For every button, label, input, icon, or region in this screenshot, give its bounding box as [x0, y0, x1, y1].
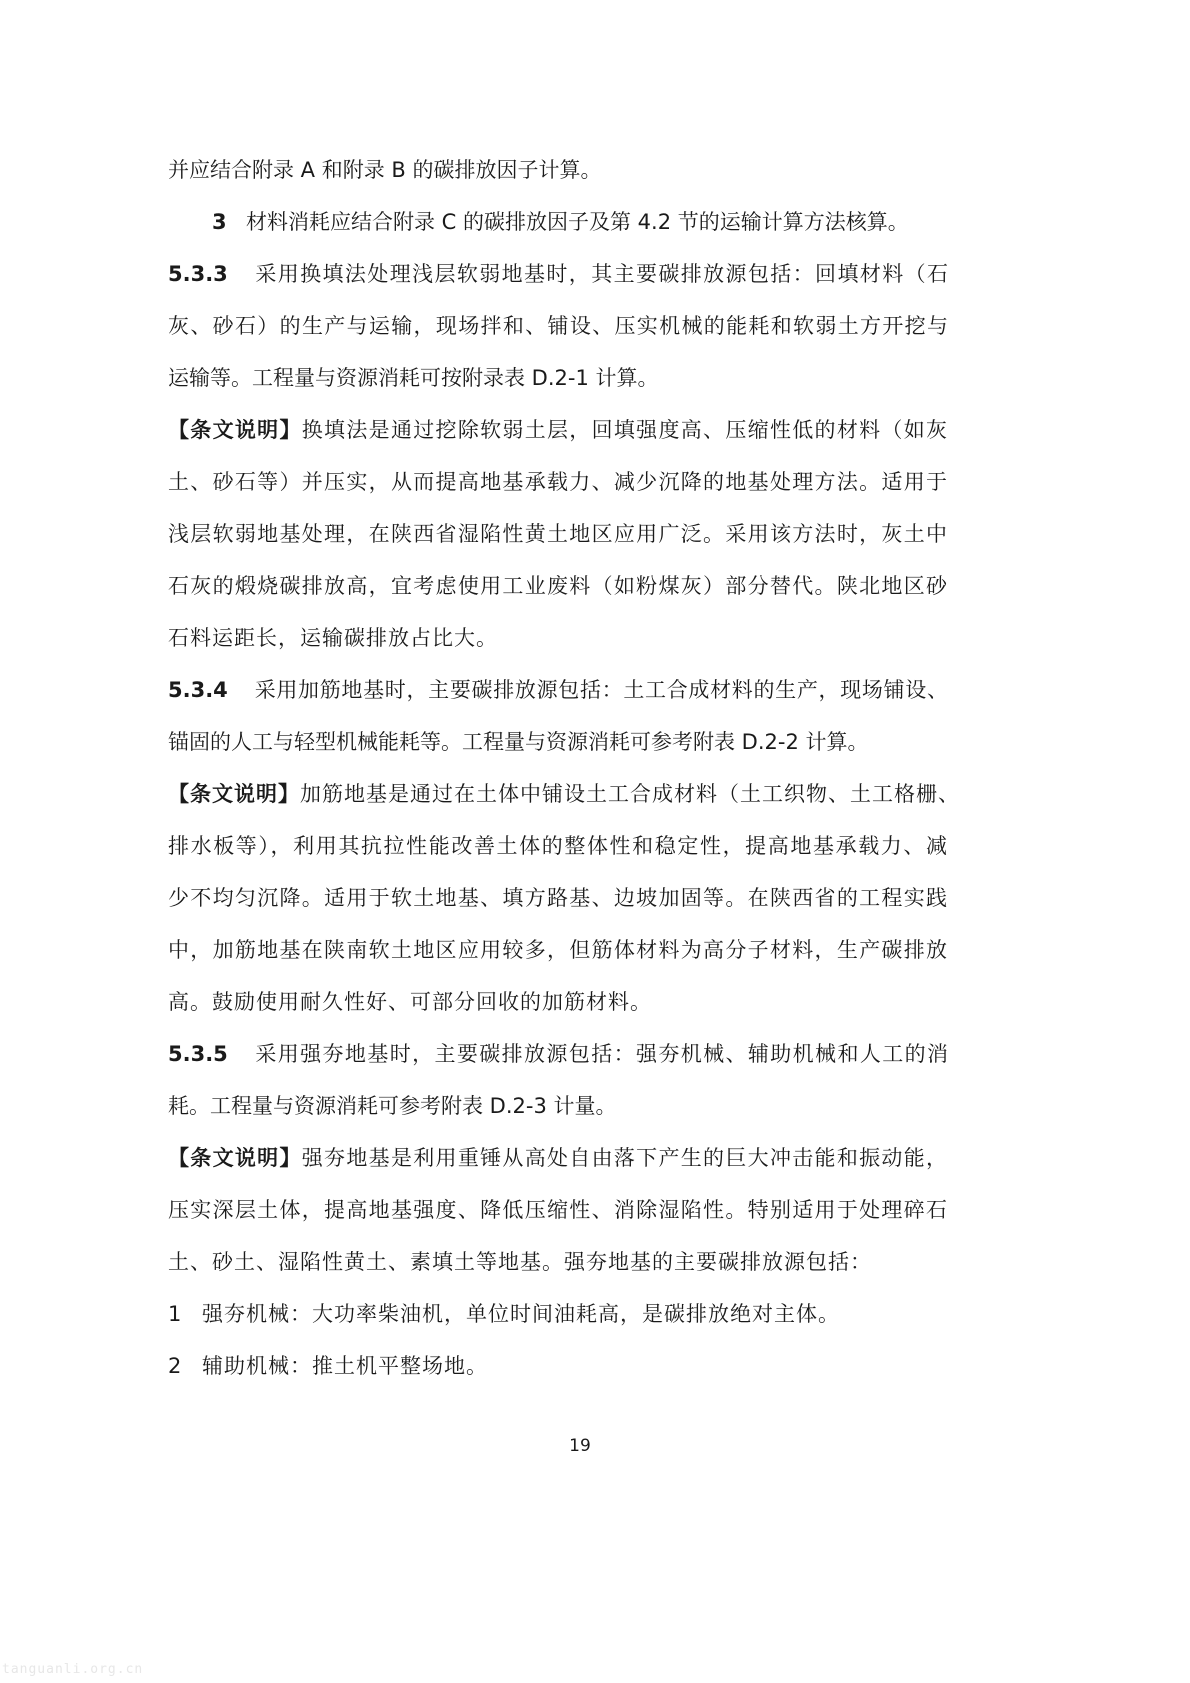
commentary-label: 【条文说明】	[168, 1145, 302, 1170]
text-line: 耗。工程量与资源消耗可参考附表 D.2-3 计量。	[168, 1094, 617, 1118]
commentary-label: 【条文说明】	[168, 781, 300, 806]
text-line: 石料运距长，运输碳排放占比大。	[168, 626, 498, 650]
clause-5-3-4: 5.3.4 采用加筋地基时，主要碳排放源包括：土工合成材料的生产，现场铺设、	[168, 675, 948, 705]
clause-5-3-3: 5.3.3 采用换填法处理浅层软弱地基时，其主要碳排放源包括：回填材料（石	[168, 259, 948, 289]
text-line: 运输等。工程量与资源消耗可按附录表 D.2-1 计算。	[168, 366, 659, 390]
commentary-label: 【条文说明】	[168, 417, 302, 442]
text-line: 并应结合附录 A 和附录 B 的碳排放因子计算。	[168, 158, 602, 182]
text-line: 高。鼓励使用耐久性好、可部分回收的加筋材料。	[168, 990, 652, 1014]
page-number: 19	[569, 1436, 591, 1456]
list-item: 2 辅助机械：推土机平整场地。	[168, 1351, 948, 1381]
text-line: 少不均匀沉降。适用于软土地基、填方路基、边坡加固等。在陕西省的工程实践	[168, 886, 948, 910]
text-line: 排水板等），利用其抗拉性能改善土体的整体性和稳定性，提高地基承载力、减	[168, 834, 948, 858]
watermark-text: tanguanli.org.cn	[2, 1662, 144, 1677]
text-line: 土、砂石等）并压实，从而提高地基承载力、减少沉降的地基处理方法。适用于	[168, 470, 948, 494]
item-number: 2	[168, 1354, 183, 1378]
text-line: 中，加筋地基在陕南软土地区应用较多，但筋体材料为高分子材料，生产碳排放	[168, 938, 948, 962]
item-number: 1	[168, 1302, 183, 1326]
text-line: 石灰的煅烧碳排放高，宜考虑使用工业废料（如粉煤灰）部分替代。陕北地区砂	[168, 574, 948, 598]
clause-5-3-5: 5.3.5 采用强夯地基时，主要碳排放源包括：强夯机械、辅助机械和人工的消	[168, 1039, 948, 1069]
list-item: 3 材料消耗应结合附录 C 的碳排放因子及第 4.2 节的运输计算方法核算。	[212, 207, 992, 237]
commentary-paragraph: 【条文说明】换填法是通过挖除软弱土层，回填强度高、压缩性低的材料（如灰	[168, 417, 948, 442]
commentary-paragraph: 【条文说明】加筋地基是通过在土体中铺设土工合成材料（土工织物、土工格栅、	[168, 781, 960, 806]
clause-number: 5.3.4	[168, 678, 228, 702]
text-line: 压实深层土体，提高地基强度、降低压缩性、消除湿陷性。特别适用于处理碎石	[168, 1198, 948, 1222]
item-number: 3	[212, 210, 227, 234]
commentary-paragraph: 【条文说明】强夯地基是利用重锤从高处自由落下产生的巨大冲击能和振动能，	[168, 1145, 948, 1170]
clause-number: 5.3.3	[168, 262, 228, 286]
text-line: 锚固的人工与轻型机械能耗等。工程量与资源消耗可参考附表 D.2-2 计算。	[168, 730, 869, 754]
clause-number: 5.3.5	[168, 1042, 228, 1066]
text-line: 土、砂土、湿陷性黄土、素填土等地基。强夯地基的主要碳排放源包括：	[168, 1250, 872, 1274]
text-line: 灰、砂石）的生产与运输，现场拌和、铺设、压实机械的能耗和软弱土方开挖与	[168, 314, 948, 338]
list-item: 1 强夯机械：大功率柴油机，单位时间油耗高，是碳排放绝对主体。	[168, 1299, 948, 1329]
text-line: 浅层软弱地基处理，在陕西省湿陷性黄土地区应用广泛。采用该方法时，灰土中	[168, 522, 948, 546]
